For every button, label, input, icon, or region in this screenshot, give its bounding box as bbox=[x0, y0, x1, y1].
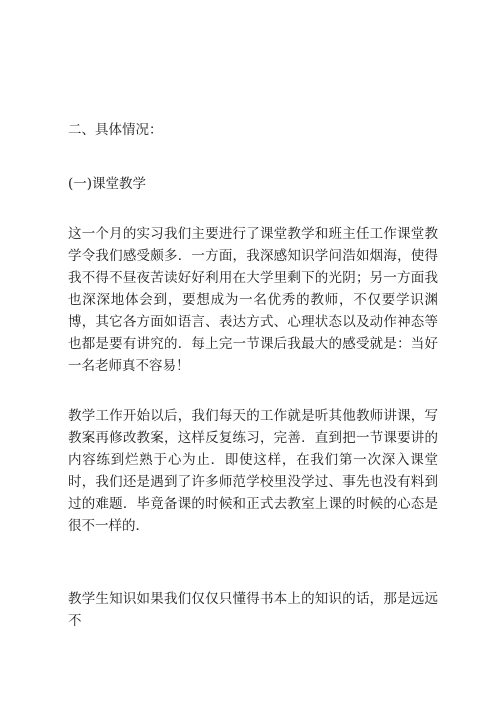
subsection-heading: (一)课堂教学 bbox=[68, 176, 147, 192]
section-heading: 二、具体情况： bbox=[68, 122, 163, 138]
paragraph-teaching-knowledge: 教学生知识如果我们仅仅只懂得书本上的知识的话，那是远远不 bbox=[68, 591, 438, 629]
paragraph-classroom-teaching: 这一个月的实习我们主要进行了课堂教学和班主任工作课堂教学令我们感受颇多．一方面，我深感知识学问浩如烟海，使得我不得不昼夜苦读好好利用在大学里剩下的光阴；另一方面我也深深地体会到，要想成为一名优秀的教师，不仅要学识渊博，其它各方面如语言、表达方式、心理状态以及动作神态等也都是要有讲究的．每上完一节课后我最大的感受就是：当好一名老师真不容易！ bbox=[68, 226, 438, 374]
paragraph-lesson-preparation: 教学工作开始以后，我们每天的工作就是听其他教师讲课，写教案再修改教案，这样反复练习，完善．直到把一节课要讲的内容练到烂熟于心为止．即使这样，在我们第一次深入课堂时，我们还是遇到了许多师范学校里没学过、事先也没有料到过的难题．毕竟备课的时候和正式去教室上课的时候的心态是很不一样的． bbox=[68, 408, 438, 534]
